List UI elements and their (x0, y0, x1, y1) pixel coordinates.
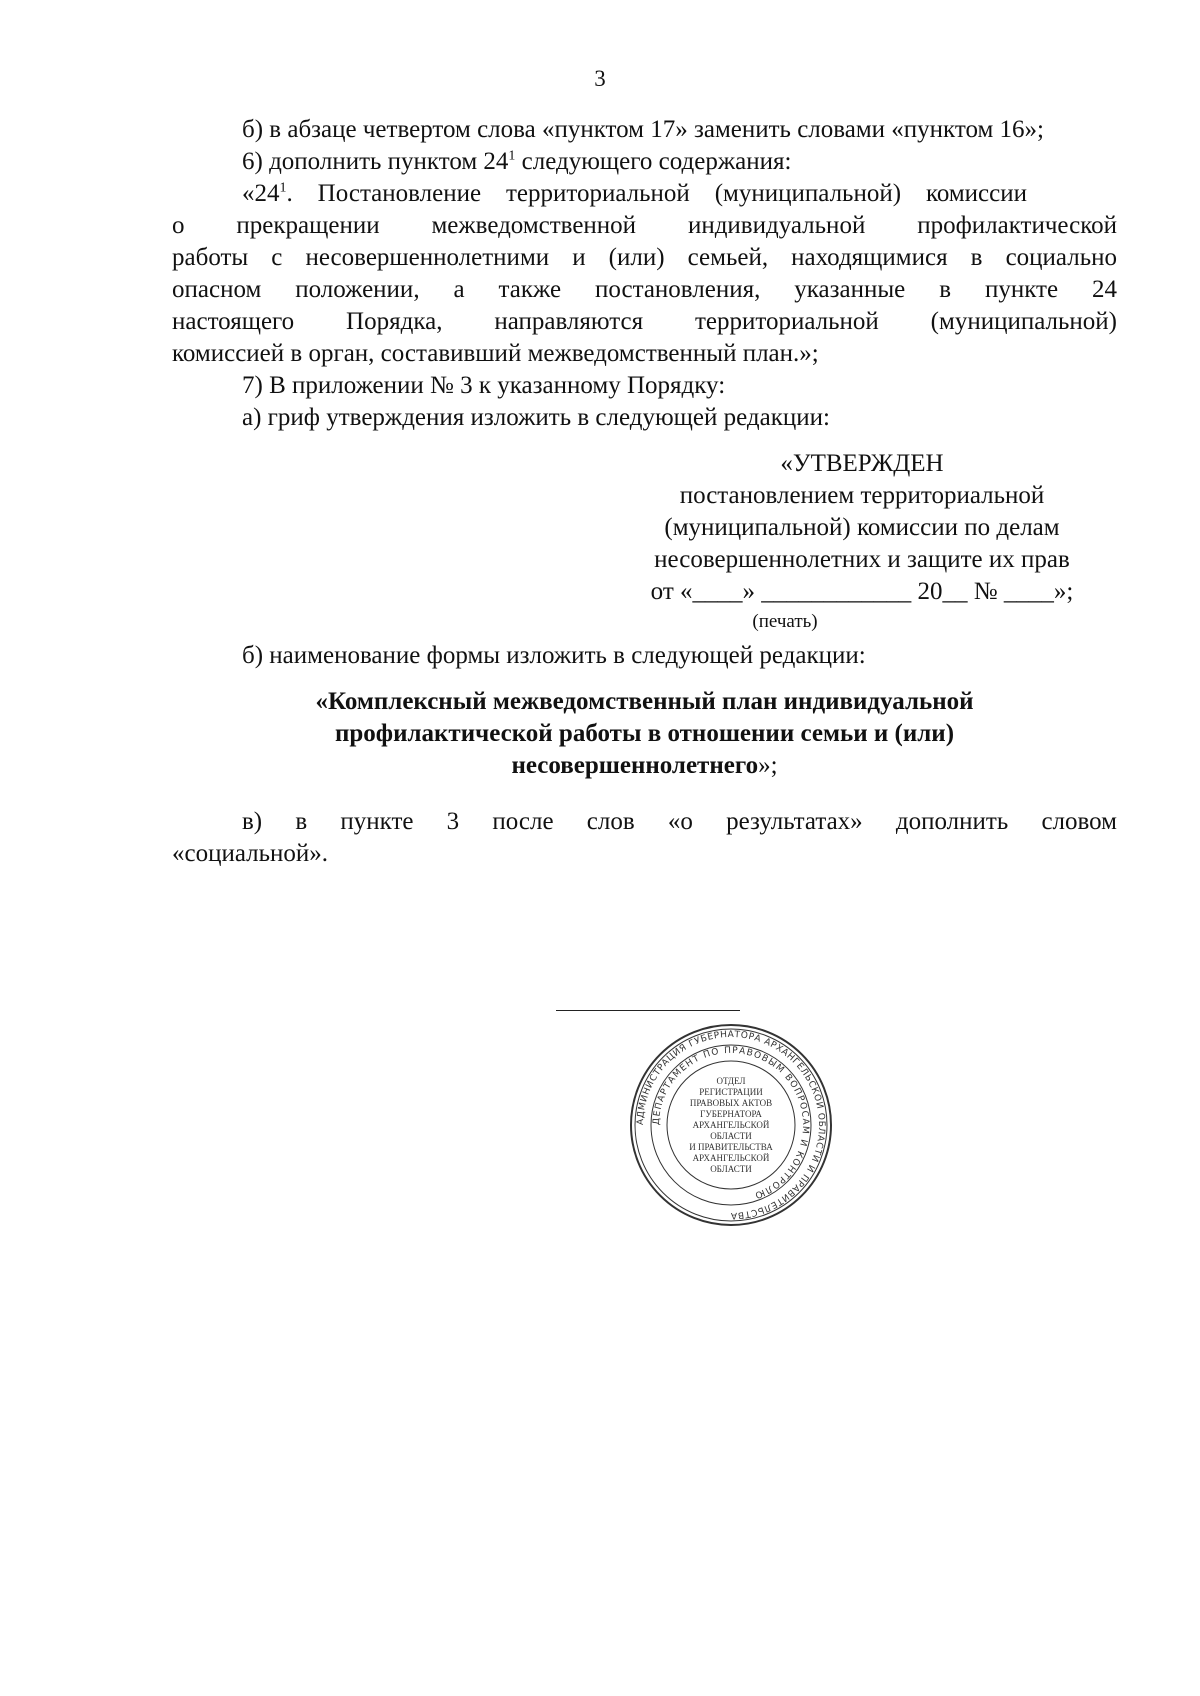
seal-center-line: ГУБЕРНАТОРА (700, 1109, 762, 1119)
approval-line: постановлением территориальной (679, 482, 1045, 509)
seal-center-line: АРХАНГЕЛЬСКОЙ (692, 1120, 770, 1130)
seal-center-line: АРХАНГЕЛЬСКОЙ (692, 1153, 770, 1163)
approval-heading: «УТВЕРЖДЕН (780, 450, 944, 477)
approval-date-line: от «____» ____________ 20__ № ____»; (650, 578, 1074, 605)
paragraph-line: б) в абзаце четвертом слова «пунктом 17» заменить словами «пунктом 16»; (242, 116, 1045, 143)
seal-outer-text: АДМИНИСТРАЦИЯ ГУБЕРНАТОРА АРХАНГЕЛЬСКОЙ ОБЛАСТИ И ПРАВИТЕЛЬСТВА (635, 1029, 827, 1221)
form-title: «Комплексный межведомственный план индивидуальной (315, 688, 974, 715)
page-number: 3 (594, 66, 606, 91)
approval-line: несовершеннолетних и защите их прав (654, 546, 1070, 573)
paragraph-line: настоящего Порядка, направляются территориальной (муниципальной) (172, 308, 1117, 335)
paragraph-line: о прекращении межведомственной индивидуальной профилактической (172, 212, 1117, 239)
seal-center-line: ОБЛАСТИ (710, 1164, 752, 1174)
official-seal (626, 1020, 836, 1230)
paragraph-line: 6) дополнить пунктом $24^1$ следующего содержания: (242, 148, 792, 175)
paragraph-line: опасном положении, а также постановления, указанные в пункте 24 (172, 276, 1117, 303)
paragraph-line: а) гриф утверждения изложить в следующей редакции: (242, 404, 830, 431)
seal-note: (печать) (752, 611, 818, 632)
seal-center-line: И ПРАВИТЕЛЬСТВА (689, 1142, 773, 1152)
seal-center-line: ОБЛАСТИ (710, 1131, 752, 1141)
paragraph-line: 7) В приложении № 3 к указанному Порядку: (242, 372, 726, 399)
seal-center-line: ПРАВОВЫХ АКТОВ (689, 1098, 773, 1108)
seal-center-line: ОТДЕЛ (716, 1076, 746, 1086)
form-title: несовершеннолетнего»; (511, 752, 778, 779)
seal-inner-text: ДЕПАРТАМЕНТ ПО ПРАВОВЫМ ВОПРОСАМ И КОНТРОЛЮ (651, 1045, 811, 1201)
paragraph-line: работы с несовершеннолетними и (или) семьей, находящимися в социально (172, 244, 1117, 271)
form-title: профилактической работы в отношении семьи и (или) (334, 720, 955, 747)
approval-line: (муниципальной) комиссии по делам (664, 514, 1060, 541)
paragraph-line: б) наименование формы изложить в следующей редакции: (242, 642, 866, 669)
paragraph-line: «$24^1$. Постановление территориальной (муниципальной) комиссии (242, 180, 1027, 207)
paragraph-line: «социальной». (172, 840, 329, 867)
paragraph-line: комиссией в орган, составивший межведомственный план.»; (172, 340, 819, 367)
paragraph-line: в) в пункте 3 после слов «о результатах» дополнить словом (242, 808, 1117, 835)
seal-center-line: РЕГИСТРАЦИИ (699, 1087, 763, 1097)
divider-line (556, 1010, 740, 1011)
